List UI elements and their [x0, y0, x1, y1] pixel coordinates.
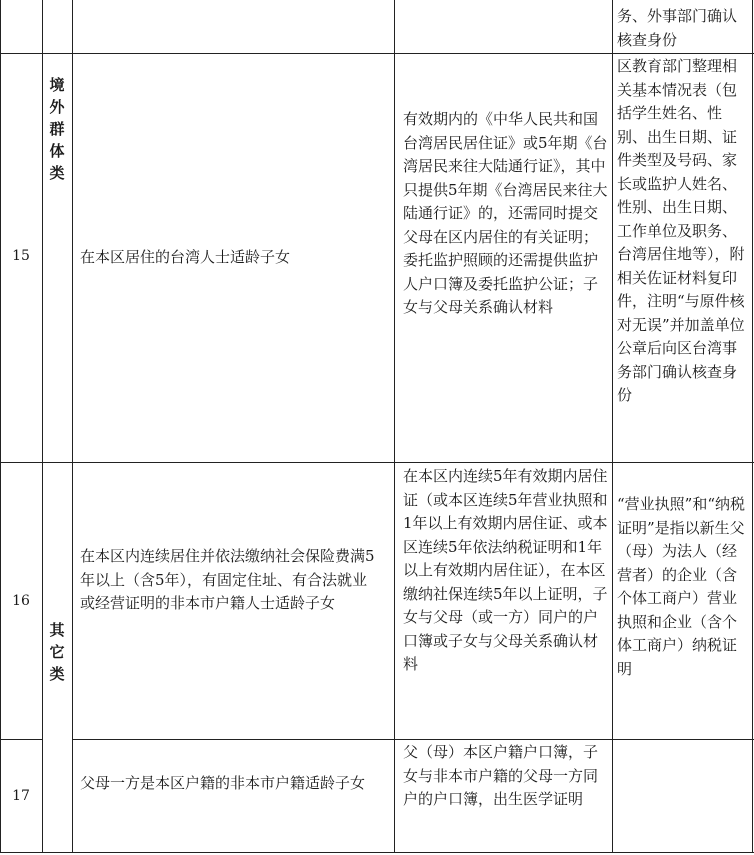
applicant-cell: 在本区内连续居住并依法缴纳社会保险费满5年以上（含5年），有固定住址、有合法就业或经营证明的非本市户籍人士适龄子女: [80, 547, 375, 612]
materials-cell: 有效期内的《中华人民共和国台湾居民居住证》或5年期《台湾居民来往大陆通行证》，其中只提供5年期《台湾居民来往大陆通行证》的，还需同时提交父母在区内居住的有关证明；委托监护照顾的还需提供监护人户口簿及委托监护公证；子女与父母关系确认材料: [403, 110, 608, 316]
category-others: 其它类: [49, 621, 65, 683]
row-divider: [72, 739, 754, 740]
table-bottom-border: [0, 852, 754, 853]
applicant-cell: 在本区居住的台湾人士适龄子女: [80, 248, 291, 266]
column-divider: [752, 0, 753, 853]
row-divider: [0, 462, 754, 463]
column-divider: [42, 0, 43, 853]
materials-cell: 在本区内连续5年有效期内居住证（或本区连续5年营业执照和1年以上有效期内居住证、或本区连续5年依法纳税证明和1年以上有效期内居住证），在本区缴纳社保连续5年以上证明，子女与父母（或一方）同户的户口簿或子女与父母关系确认材料: [403, 467, 608, 673]
column-divider: [394, 0, 395, 853]
approval-cell-continued: 务、外事部门确认核查身份: [617, 7, 738, 49]
category-overseas-groups: 境外群体类: [49, 76, 65, 182]
column-divider: [72, 0, 73, 853]
row-divider: [0, 739, 42, 740]
column-divider: [612, 0, 613, 853]
row-number: 15: [12, 248, 30, 264]
materials-cell: 父（母）本区户籍户口簿，子女与非本市户籍的父母一方同户的户口簿，出生医学证明: [403, 743, 599, 808]
approval-cell: 区教育部门整理相关基本情况表（包括学生姓名、性别、出生日期、证件类型及号码、家长或监护人姓名、性别、出生日期、工作单位及职务、台湾居住地等），附相关佐证材料复印件，注明“与原件核对无误”并加盖单位公章后向区台湾事务部门确认核查身份: [617, 57, 745, 404]
row-divider: [0, 53, 754, 54]
row-number: 16: [12, 593, 30, 609]
column-divider: [0, 0, 1, 853]
approval-cell: “营业执照”和“纳税证明”是指以新生父（母）为法人（经营者）的企业（含个体工商户）营业执照和企业（含个体工商户）纳税证明: [617, 495, 746, 678]
applicant-cell: 父母一方是本区户籍的非本市户籍适龄子女: [80, 774, 366, 792]
row-number: 17: [12, 788, 30, 804]
